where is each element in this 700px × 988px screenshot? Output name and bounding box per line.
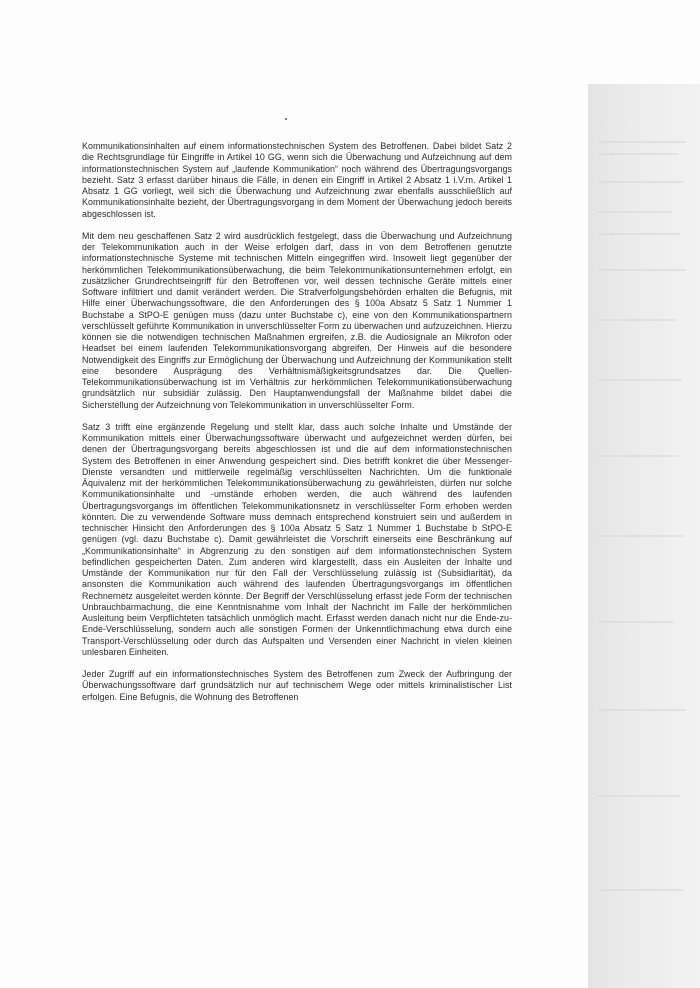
paragraph: Jeder Zugriff auf ein informationstechnisches System des Betroffenen zum Zweck der Aufbringung der Überwachungssoftware darf grundsätzlich nur auf technischem Wege oder mittels kriminalistischer List erfolgen. Eine Befugnis, die Wohnung des Betroffenen	[82, 669, 512, 702]
faint-margin-lines	[588, 84, 700, 988]
paragraph: Satz 3 trifft eine ergänzende Regelung und stellt klar, dass auch solche Inhalte und Umstände der Kommunikation mittels einer Überwachungssoftware überwacht und aufgezeichnet werden dürfen, bei denen der Übertragungsvorgang bereits abgeschlossen ist und die auf dem informationstechnischen System des Betroffenen in einer Anwendung gespeichert sind. Dies betrifft konkret die über Messenger-Dienste versandten und mittlerweile regelmäßig verschlüsselten Nachrichten. Um die funktionale Äquivalenz mit der herkömmlichen Telekommunikationsüberwachung zu gewährleisten, dürfen nur solche Kommunikationsinhalte und -umstände erhoben werden, die auch während des laufenden Übertragungsvorgangs im öffentlichen Telekommunikationsnetz in verschlüsselter Form erhoben werden könnten. Die zu verwendende Software muss demnach entsprechend konstruiert sein und außerdem in technischer Hinsicht den Anforderungen des § 100a Absatz 5 Satz 1 Nummer 1 Buchstabe b StPO-E genügen (vgl. dazu Buchstabe c). Damit gewährleistet die Vorschrift einerseits eine Beschränkung auf „Kommunikationsinhalte“ in Abgrenzung zu den sonstigen auf dem informationstechnischen System befindlichen gespeicherten Daten. Zum anderen wird klargestellt, dass ein Ausleiten der Inhalte und Umstände der Kommunikation nur für den Fall der Verschlüsselung zulässig ist (Subsidiarität), da ansonsten die Kommunikation auch während des laufenden Übertragungsvorgangs im öffentlichen Rechnernetz ausgeleitet werden könnte. Der Begriff der Verschlüsselung erfasst jede Form der technischen Unbrauchbarmachung, die eine Kenntnisnahme vom Inhalt der Nachricht im Falle der herkömmlichen Ausleitung beim Verpflichteten tatsächlich unmöglich macht. Erfasst werden danach nicht nur die Ende-zu-Ende-Verschlüsselung, sondern auch alle sonstigen Formen der Unkenntlichmachung etwa durch eine Transport-Verschlüsselung oder durch das Aufspalten und Versenden einer Nachricht in vielen kleinen unlesbaren Einheiten.	[82, 421, 512, 657]
paragraph: Mit dem neu geschaffenen Satz 2 wird ausdrücklich festgelegt, dass die Überwachung und Aufzeichnung der Telekommunikation auch in der Weise erfolgen darf, dass in von dem Betroffenen genutzte informationstechnische Systeme mit technischen Mitteln eingegriffen wird. Insoweit liegt gegenüber der herkömmlichen Telekommunikationsüberwachung, die beim Telekommunikationsunternehmen erfolgt, ein zusätzlicher Grundrechtseingriff für den Betroffenen vor, weil dessen technische Geräte mittels einer Software infiltriert und damit verändert werden. Die Strafverfolgungsbehörden erhalten die Befugnis, mit Hilfe einer Überwachungssoftware, die den Anforderungen des § 100a Absatz 5 Satz 1 Nummer 1 Buchstabe a StPO-E genügen muss (dazu unter Buchstabe c), eine von den Kommunikationspartnern verschlüsselt geführte Kommunikation in unverschlüsselter Form zu überwachen und aufzuzeichnen. Hierzu können sie die notwendigen technischen Maßnahmen ergreifen, z.B. die Audiosignale an Mikrofon oder Headset bei einem laufenden Telekommunikationsvorgang abgreifen. Der Hinweis auf die besondere Notwendigkeit des Eingriffs zur Ermöglichung der Überwachung und Aufzeichnung der Kommunikation stellt eine besondere Ausprägung des Verhältnismäßigkeitsgrundsatzes dar. Die Quellen-Telekommunikationsüberwachung ist im Verhältnis zur herkömmlichen Telekommunikationsüberwachung grundsätzlich nur subsidiär zulässig. Den Hauptanwendungsfall der Maßnahme bildet dabei die Sicherstellung der Aufzeichnung von Telekommunikation in unverschlüsselter Form.	[82, 230, 512, 410]
paragraph: Kommunikationsinhalten auf einem informationstechnischen System des Betroffenen. Dabei bildet Satz 2 die Rechtsgrundlage für Eingriffe in Artikel 10 GG, wenn sich die Überwachung und Aufzeichnung auf dem informationstechnischen System auf „laufende Kommunikation“ noch während des Übertragungsvorgangs bezieht. Satz 3 erfasst darüber hinaus die Fälle, in denen ein Eingriff in Artikel 2 Absatz 1 i.V.m. Artikel 1 Absatz 1 GG vorliegt, weil sich die Überwachung und Aufzeichnung zwar ebenfalls ausschließlich auf Kommunikationsinhalte bezieht, der Übertragungsvorgang in dem Moment der Überwachung jedoch bereits abgeschlossen ist.	[82, 141, 512, 219]
body-text	[82, 141, 512, 703]
shaded-margin-strip	[588, 84, 700, 988]
scan-speck	[285, 118, 287, 120]
